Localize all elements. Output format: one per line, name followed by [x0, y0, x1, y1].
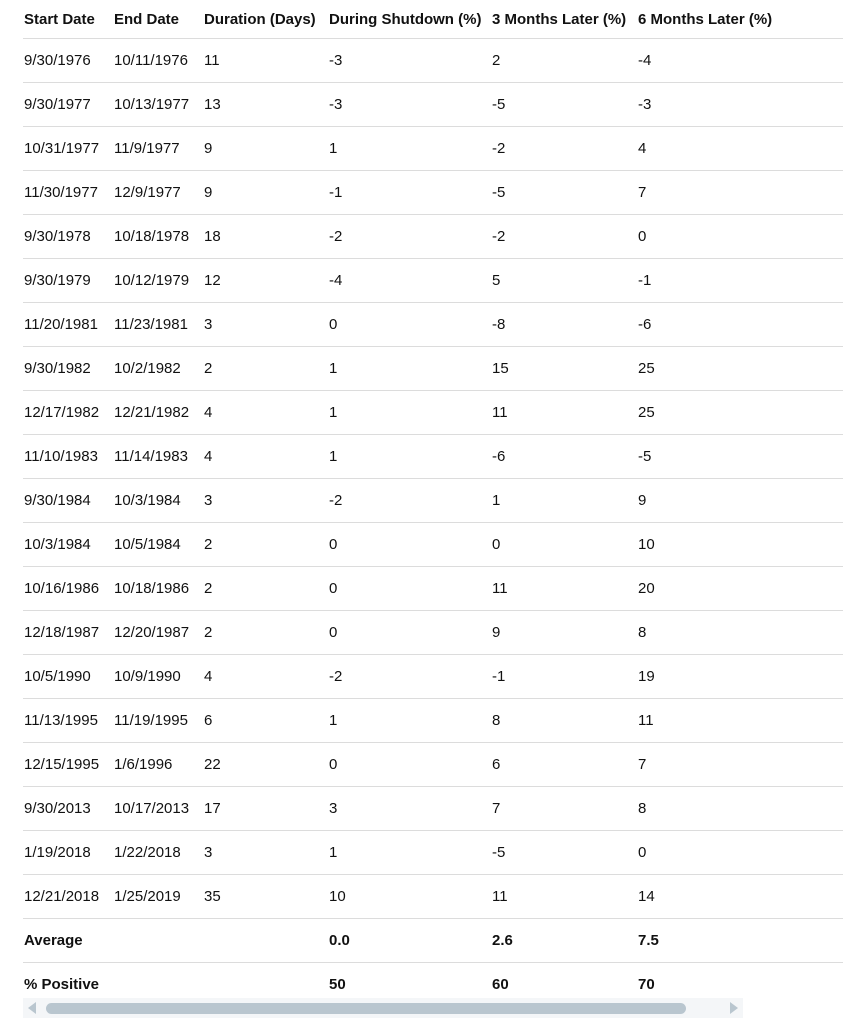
cell-duration-days: 4: [203, 655, 328, 699]
table-row: [23, 83, 843, 127]
cell-during-shutdown: -3: [328, 39, 491, 83]
cell-three-months-later: 8: [491, 699, 637, 743]
cell-end-date: 12/20/1987: [113, 611, 203, 655]
cell-six-months-later: -5: [637, 435, 843, 479]
table-row: [23, 39, 843, 83]
cell-during-shutdown: -1: [328, 171, 491, 215]
cell-duration-days: 2: [203, 523, 328, 567]
cell-during-shutdown: 0: [328, 303, 491, 347]
cell-start-date: 9/30/1976: [23, 39, 113, 83]
table-row: [23, 831, 843, 875]
cell-start-date: 11/13/1995: [23, 699, 113, 743]
cell-end-date: 10/9/1990: [113, 655, 203, 699]
cell-three-months-later: -6: [491, 435, 637, 479]
cell-duration-days: 2: [203, 567, 328, 611]
cell-duration-days: 35: [203, 875, 328, 919]
table-row: [23, 875, 843, 919]
cell-three-months-later: -5: [491, 171, 637, 215]
average-row: [23, 919, 843, 963]
summary-label: % Positive: [24, 976, 100, 993]
cell-six-months-later: 11: [637, 699, 843, 743]
cell-six-months-later: 4: [637, 127, 843, 171]
cell-three-months-later: 15: [491, 347, 637, 391]
cell-start-date: 9/30/1979: [23, 259, 113, 303]
cell-end-date: 1/25/2019: [113, 875, 203, 919]
cell-three-months-later: 5: [491, 259, 637, 303]
cell-duration-days: 4: [203, 391, 328, 435]
cell-start-date: 9/30/1978: [23, 215, 113, 259]
table-body: [23, 39, 843, 1007]
cell-three-months-later: 11: [491, 875, 637, 919]
cell-start-date: 11/10/1983: [23, 435, 113, 479]
cell-duration-days: 13: [203, 83, 328, 127]
table-row: [23, 259, 843, 303]
cell-start-date: 9/30/2013: [23, 787, 113, 831]
cell-during-shutdown: 0: [328, 611, 491, 655]
table-row: [23, 303, 843, 347]
cell-during-shutdown: 1: [328, 831, 491, 875]
cell-start-date: 12/17/1982: [23, 391, 113, 435]
cell-during-shutdown: -2: [328, 655, 491, 699]
cell-duration-days: 6: [203, 699, 328, 743]
cell-six-months-later: 0: [637, 215, 843, 259]
cell-end-date: 12/9/1977: [113, 171, 203, 215]
cell-start-date: 12/15/1995: [23, 743, 113, 787]
header-end-date: End Date: [113, 0, 203, 39]
cell-during-shutdown: 10: [328, 875, 491, 919]
cell-during-shutdown: 1: [328, 391, 491, 435]
summary-three-months-later: 60: [492, 976, 509, 993]
cell-three-months-later: 1: [491, 479, 637, 523]
cell-start-date: 9/30/1984: [23, 479, 113, 523]
cell-duration-days: 12: [203, 259, 328, 303]
cell-start-date: 10/31/1977: [23, 127, 113, 171]
cell-duration-days: 3: [203, 479, 328, 523]
cell-during-shutdown: 0: [328, 743, 491, 787]
cell-six-months-later: -1: [637, 259, 843, 303]
horizontal-scrollbar[interactable]: [23, 998, 743, 1018]
cell-duration-days: 3: [203, 831, 328, 875]
cell-duration-days: 9: [203, 171, 328, 215]
cell-three-months-later: -2: [491, 215, 637, 259]
cell-three-months-later: -5: [491, 83, 637, 127]
table-row: [23, 655, 843, 699]
cell-end-date: 10/2/1982: [113, 347, 203, 391]
table-row: [23, 479, 843, 523]
cell-duration-days: 9: [203, 127, 328, 171]
cell-duration-days: 2: [203, 611, 328, 655]
summary-during-shutdown: 0.0: [328, 919, 491, 963]
cell-during-shutdown: 3: [328, 787, 491, 831]
table-row: [23, 567, 843, 611]
scroll-left-arrow-icon[interactable]: [28, 1002, 36, 1014]
cell-start-date: 11/20/1981: [23, 303, 113, 347]
cell-end-date: 11/9/1977: [113, 127, 203, 171]
table-row: [23, 215, 843, 259]
summary-label: Average: [23, 919, 113, 963]
cell-three-months-later: -2: [491, 127, 637, 171]
shutdown-returns-table: [23, 0, 843, 1006]
cell-duration-days: 22: [203, 743, 328, 787]
cell-six-months-later: 7: [637, 743, 843, 787]
table-row: [23, 127, 843, 171]
cell-during-shutdown: 0: [328, 567, 491, 611]
cell-six-months-later: 25: [637, 391, 843, 435]
cell-during-shutdown: 1: [328, 347, 491, 391]
summary-duration-days: [203, 919, 328, 963]
header-during-shutdown: During Shutdown (%): [328, 0, 491, 39]
cell-duration-days: 3: [203, 303, 328, 347]
cell-start-date: 1/19/2018: [23, 831, 113, 875]
cell-end-date: 10/5/1984: [113, 523, 203, 567]
table-viewport: [23, 0, 773, 1006]
cell-six-months-later: 25: [637, 347, 843, 391]
cell-three-months-later: 0: [491, 523, 637, 567]
summary-six-months-later: 70: [638, 976, 655, 993]
cell-end-date: 1/6/1996: [113, 743, 203, 787]
cell-during-shutdown: -4: [328, 259, 491, 303]
cell-start-date: 12/18/1987: [23, 611, 113, 655]
cell-end-date: 1/22/2018: [113, 831, 203, 875]
summary-end-date: [113, 919, 203, 963]
cell-during-shutdown: 1: [328, 127, 491, 171]
cell-end-date: 10/13/1977: [113, 83, 203, 127]
cell-start-date: 10/16/1986: [23, 567, 113, 611]
cell-start-date: 10/3/1984: [23, 523, 113, 567]
header-3-months-later: 3 Months Later (%): [491, 0, 637, 39]
table-row: [23, 347, 843, 391]
cell-three-months-later: -8: [491, 303, 637, 347]
table-row: [23, 743, 843, 787]
cell-duration-days: 4: [203, 435, 328, 479]
cell-six-months-later: 8: [637, 787, 843, 831]
cell-start-date: 11/30/1977: [23, 171, 113, 215]
cell-three-months-later: 11: [491, 567, 637, 611]
summary-six-months-later: 7.5: [637, 919, 843, 963]
cell-end-date: 10/12/1979: [113, 259, 203, 303]
cell-duration-days: 2: [203, 347, 328, 391]
cell-end-date: 10/18/1978: [113, 215, 203, 259]
cell-during-shutdown: 1: [328, 699, 491, 743]
table-row: [23, 435, 843, 479]
table-row: [23, 523, 843, 567]
cell-six-months-later: -3: [637, 83, 843, 127]
cell-start-date: 12/21/2018: [23, 875, 113, 919]
cell-end-date: 11/19/1995: [113, 699, 203, 743]
header-start-date: Start Date: [23, 0, 113, 39]
cell-during-shutdown: -2: [328, 215, 491, 259]
cell-during-shutdown: -3: [328, 83, 491, 127]
cell-three-months-later: -1: [491, 655, 637, 699]
summary-during-shutdown: 50: [329, 976, 346, 993]
table-header-row: [23, 0, 843, 39]
cell-end-date: 11/14/1983: [113, 435, 203, 479]
scroll-right-arrow-icon[interactable]: [730, 1002, 738, 1014]
cell-six-months-later: -6: [637, 303, 843, 347]
cell-six-months-later: 9: [637, 479, 843, 523]
cell-three-months-later: 9: [491, 611, 637, 655]
scrollbar-thumb[interactable]: [46, 1003, 686, 1014]
cell-end-date: 10/11/1976: [113, 39, 203, 83]
cell-end-date: 10/18/1986: [113, 567, 203, 611]
table-row: [23, 787, 843, 831]
cell-end-date: 10/17/2013: [113, 787, 203, 831]
cell-six-months-later: 8: [637, 611, 843, 655]
cell-end-date: 10/3/1984: [113, 479, 203, 523]
table-row: [23, 699, 843, 743]
cell-end-date: 11/23/1981: [113, 303, 203, 347]
cell-three-months-later: -5: [491, 831, 637, 875]
header-6-months-later: 6 Months Later (%): [637, 0, 843, 39]
cell-duration-days: 18: [203, 215, 328, 259]
cell-six-months-later: 14: [637, 875, 843, 919]
cell-during-shutdown: 0: [328, 523, 491, 567]
cell-during-shutdown: 1: [328, 435, 491, 479]
cell-six-months-later: 10: [637, 523, 843, 567]
header-duration-days: Duration (Days): [203, 0, 328, 39]
cell-six-months-later: 19: [637, 655, 843, 699]
cell-six-months-later: 20: [637, 567, 843, 611]
cell-six-months-later: -4: [637, 39, 843, 83]
table-row: [23, 611, 843, 655]
cell-start-date: 9/30/1977: [23, 83, 113, 127]
cell-six-months-later: 0: [637, 831, 843, 875]
cell-during-shutdown: -2: [328, 479, 491, 523]
cell-six-months-later: 7: [637, 171, 843, 215]
table-row: [23, 391, 843, 435]
cell-start-date: 10/5/1990: [23, 655, 113, 699]
cell-three-months-later: 11: [491, 391, 637, 435]
cell-three-months-later: 2: [491, 39, 637, 83]
cell-start-date: 9/30/1982: [23, 347, 113, 391]
table-row: [23, 171, 843, 215]
cell-end-date: 12/21/1982: [113, 391, 203, 435]
cell-three-months-later: 7: [491, 787, 637, 831]
cell-duration-days: 11: [203, 39, 328, 83]
summary-three-months-later: 2.6: [491, 919, 637, 963]
cell-duration-days: 17: [203, 787, 328, 831]
cell-three-months-later: 6: [491, 743, 637, 787]
